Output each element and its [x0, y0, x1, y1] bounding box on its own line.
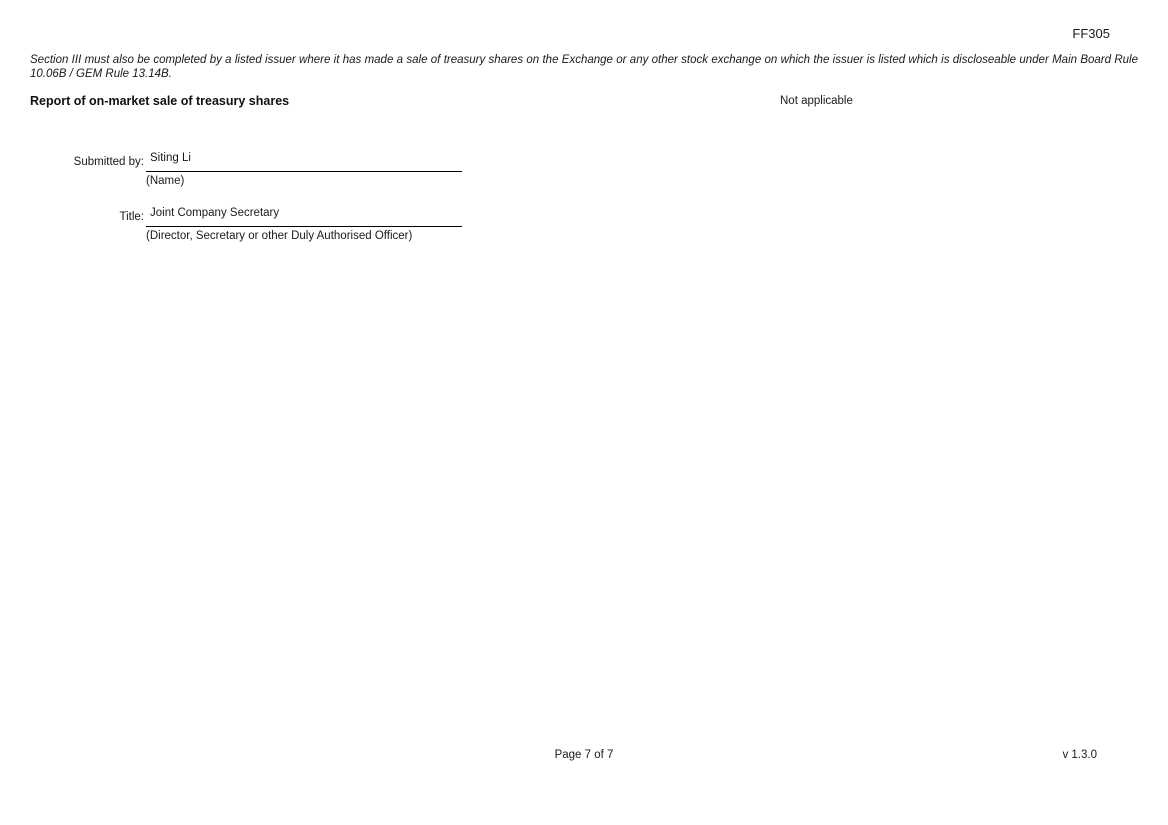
- title-caption: (Director, Secretary or other Duly Authorised Officer): [146, 230, 413, 242]
- version-label: v 1.3.0: [1062, 749, 1097, 761]
- section-heading-row: [30, 94, 1138, 110]
- section-note: Section III must also be completed by a listed issuer where it has made a sale of treasury shares on the Exchange or any other stock exchange on which the issuer is listed which is discloseable under Main Board Rule 10.06B / GEM Rule 13.14B.: [30, 54, 1138, 80]
- submitted-by-value: Siting Li: [150, 152, 191, 164]
- submitted-by-label: Submitted by:: [73, 156, 144, 168]
- form-code-label: FF305: [1072, 26, 1110, 41]
- title-value: Joint Company Secretary: [150, 207, 280, 219]
- applicability-status: Not applicable: [780, 95, 853, 107]
- submitted-by-underline: [146, 171, 462, 172]
- submitted-by-caption: (Name): [146, 175, 185, 187]
- title-label: Title:: [119, 211, 144, 223]
- page-indicator: Page 7 of 7: [554, 749, 614, 761]
- section-title: Report of on-market sale of treasury shares: [30, 94, 290, 108]
- title-underline: [146, 226, 462, 227]
